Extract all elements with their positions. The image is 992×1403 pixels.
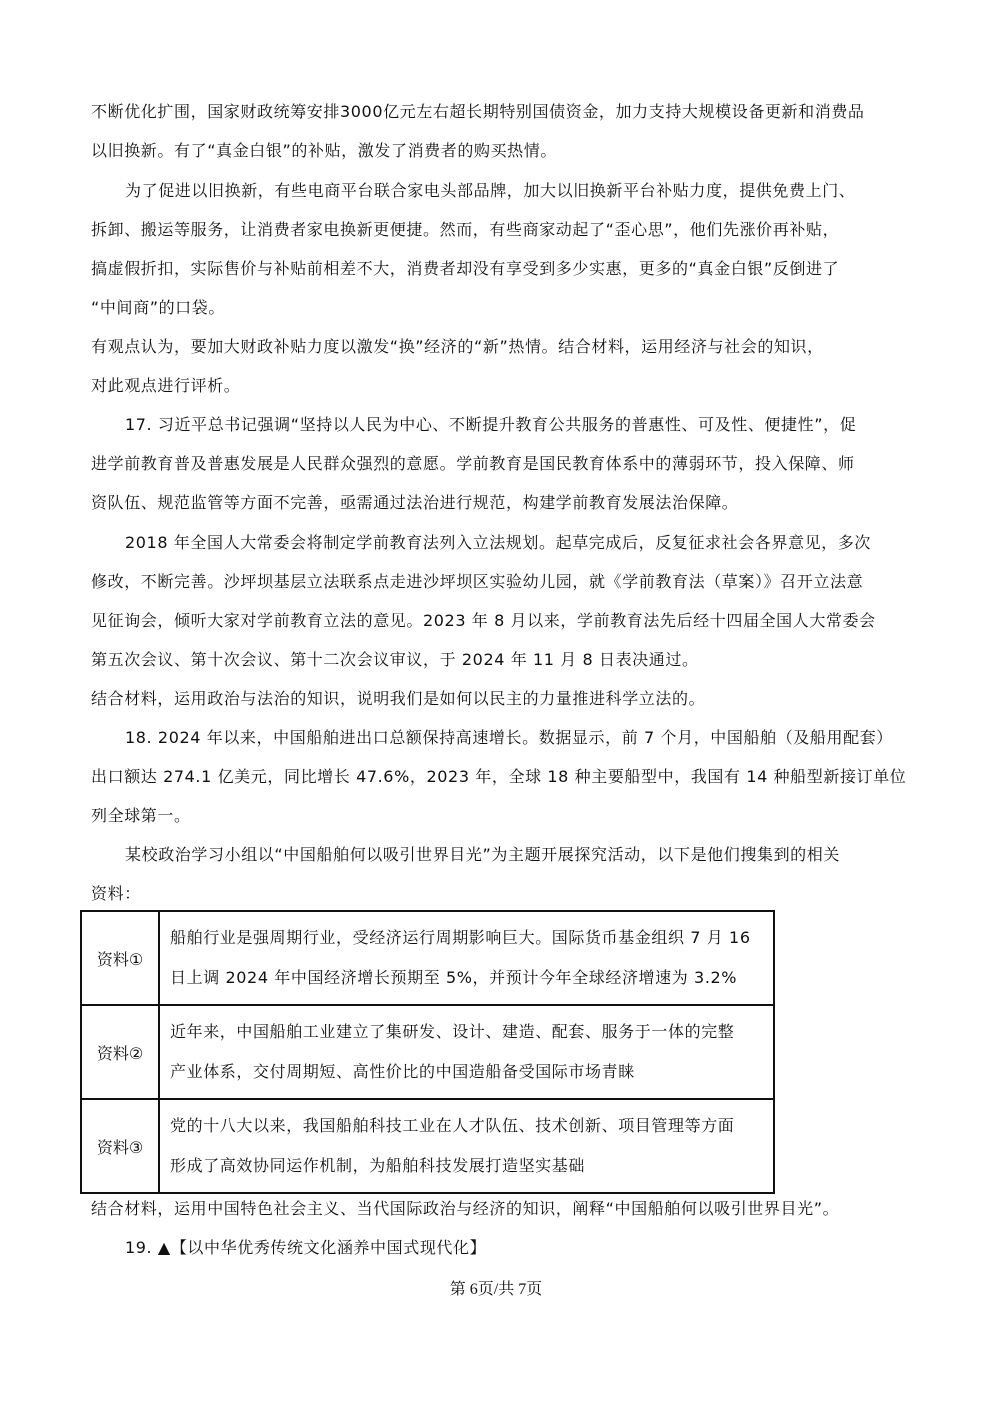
q17-line: 2018 年全国人大常委会将制定学前教育法列入立法规划。起草完成后，反复征求社会各界意见，多次 — [125, 533, 872, 552]
material-line: 船舶行业是强周期行业，受经济运行周期影响巨大。国际货币基金组织 7 月 16 — [170, 928, 751, 947]
materials-table — [80, 910, 775, 1194]
q17-stem: 17. 习近平总书记强调“坚持以人民为中心、不断提升教育公共服务的普惠性、可及性、便捷性”，促 — [125, 415, 857, 434]
material-line: 产业体系，交付周期短、高性价比的中国造船备受国际市场青睐 — [170, 1062, 635, 1081]
q18-line: 某校政治学习小组以“中国船舶何以吸引世界目光”为主题开展探究活动，以下是他们搜集到的相关 — [125, 845, 840, 864]
material-row — [81, 1005, 774, 1099]
material-line: 日上调 2024 年中国经济增长预期至 5%，并预计今年全球经济增速为 3.2% — [170, 968, 738, 987]
material-row — [81, 911, 774, 1005]
q17-question: 结合材料，运用政治与法治的知识，说明我们是如何以民主的力量推进科学立法的。 — [91, 689, 706, 708]
material-row — [81, 1099, 774, 1193]
material-line: 党的十八大以来，我国船舶科技工业在人才队伍、技术创新、项目管理等方面 — [170, 1116, 735, 1135]
q18-line: 出口额达 274.1 亿美元，同比增长 47.6%，2023 年，全球 18 种主要船型中，我国有 14 种船型新接订单位 — [91, 767, 907, 786]
q18-question: 结合材料，运用中国特色社会主义、当代国际政治与经济的知识，阐释“中国船舶何以吸引世界目光”。 — [91, 1199, 840, 1218]
question-prompt: 有观点认为，要加大财政补贴力度以激发“换”经济的“新”热情。结合材料，运用经济与社会的知识， — [91, 337, 824, 356]
intro-line: 不断优化扩围，国家财政统筹安排3000亿元左右超长期特别国债资金，加力支持大规模设备更新和消费品 — [91, 102, 865, 121]
intro-line: 搞虚假折扣，实际售价与补贴前相差不大，消费者却没有享受到多少实惠，更多的“真金白银”反倒进了 — [91, 259, 840, 278]
q17-line: 进学前教育普及普惠发展是人民群众强烈的意愿。学前教育是国民教育体系中的薄弱环节，投入保障、师 — [91, 454, 855, 473]
material-text — [159, 911, 774, 1005]
intro-line: 以旧换新。有了“真金白银”的补贴，激发了消费者的购买热情。 — [91, 141, 557, 160]
intro-line: 为了促进以旧换新，有些电商平台联合家电头部品牌，加大以旧换新平台补贴力度，提供免费上门、 — [125, 181, 856, 200]
material-line: 形成了高效协同运作机制，为船舶科技发展打造坚实基础 — [170, 1156, 586, 1175]
intro-line: 拆卸、搬运等服务，让消费者家电换新更便捷。然而，有些商家动起了“歪心思”，他们先涨价再补贴， — [91, 220, 840, 239]
q18-stem: 18. 2024 年以来，中国船舶进出口总额保持高速增长。数据显示，前 7 个月，中国船舶（及船用配套） — [125, 728, 893, 747]
material-text — [159, 1005, 774, 1099]
question-prompt: 对此观点进行评析。 — [91, 376, 241, 395]
q17-line: 修改，不断完善。沙坪坝基层立法联系点走进沙坪坝区实验幼儿园，就《学前教育法（草案）》召开立法意 — [91, 572, 864, 591]
q19-title: 19. ▲【以中华优秀传统文化涵养中国式现代化】 — [125, 1238, 487, 1257]
material-label: 资料③ — [81, 1099, 159, 1193]
q18-line: 资料： — [91, 884, 141, 903]
q17-line: 见征询会，倾听大家对学前教育立法的意见。2023 年 8 月以来，学前教育法先后经十四届全国人大常委会 — [91, 611, 876, 630]
q17-line: 资队伍、规范监管等方面不完善，亟需通过法治进行规范，构建学前教育发展法治保障。 — [91, 493, 739, 512]
page-number: 第 6页/共 7页 — [449, 1281, 543, 1298]
material-line: 近年来，中国船舶工业建立了集研发、设计、建造、配套、服务于一体的完整 — [170, 1022, 735, 1041]
intro-line: “中间商”的口袋。 — [91, 298, 225, 317]
material-label: 资料② — [81, 1005, 159, 1099]
q17-line: 第五次会议、第十次会议、第十二次会议审议，于 2024 年 11 月 8 日表决通过。 — [91, 650, 699, 669]
q18-line: 列全球第一。 — [91, 806, 191, 825]
material-label: 资料① — [81, 911, 159, 1005]
material-text — [159, 1099, 774, 1193]
